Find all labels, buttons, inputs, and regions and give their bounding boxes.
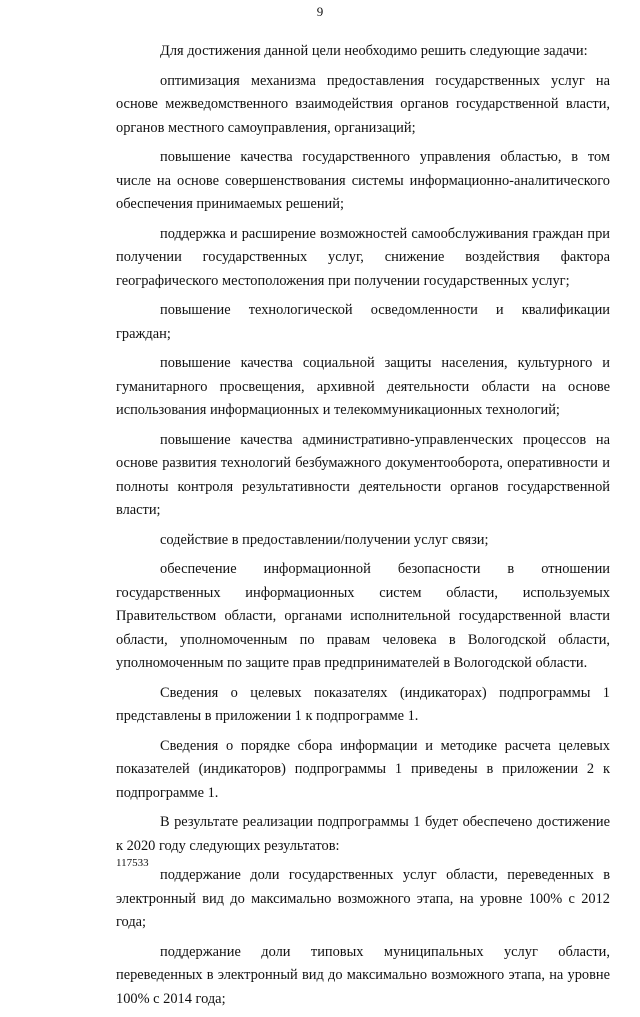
paragraph-task-social-protection: повышение качества социальной защиты населения, культурного и гуманитарного просвещения, архивной деятельности области на основе использования информационных и телекоммуникационных технологий;	[116, 355, 610, 418]
paragraph-task-awareness: повышение технологической осведомленности и квалификации граждан;	[116, 302, 610, 342]
paragraph-methodology: Сведения о порядке сбора информации и методике расчета целевых показателей (индикаторов) подпрограммы 1 приведены в приложении 2 к подпрограмме 1.	[116, 737, 610, 801]
document-code: 117533	[116, 857, 149, 869]
paragraph-result-municipal-services: поддержание доли типовых муниципальных услуг области, переведенных в электронный вид до максимально возможного этапа, на уровне 100% с 2014 года;	[116, 943, 610, 1007]
paragraph-task-self-service: поддержка и расширение возможностей самообслуживания граждан при получении государственных услуг, снижение воздействия фактора географического местоположения при получении государственных услуг;	[116, 225, 610, 289]
paragraph-task-security: обеспечение информационной безопасности в отношении государственных информационных систем области, используемых Правительством области, органами исполнительной государственной власти области, уполномоченным по правам человека в Вологодской области, уполномоченным по защите прав предпринимателей в Вологодской области.	[116, 561, 610, 671]
paragraph-results-intro: В результате реализации подпрограммы 1 будет обеспечено достижение к 2020 году следующих результатов:	[116, 814, 610, 854]
paragraph-task-governance: повышение качества государственного управления областью, в том числе на основе совершенствования системы информационно-аналитического обеспечения принимаемых решений;	[116, 149, 610, 212]
paragraph-indicators: Сведения о целевых показателях (индикаторах) подпрограммы 1 представлены в приложении 1 к подпрограмме 1.	[116, 684, 610, 724]
paragraph-intro: Для достижения данной цели необходимо решить следующие задачи:	[160, 43, 588, 59]
paragraph-task-admin-processes: повышение качества административно-управленческих процессов на основе развития технологий безбумажного документооборота, оперативности и полноты контроля результативности деятельности органов государственной власти;	[116, 431, 610, 518]
paragraph-result-state-services: поддержание доли государственных услуг области, переведенных в электронный вид до максимально возможного этапа, на уровне 100% с 2012 года;	[116, 867, 610, 930]
paragraph-task-optimization: оптимизация механизма предоставления государственных услуг на основе межведомственного взаимодействия органов государственной власти, органов местного самоуправления, организаций;	[116, 72, 610, 136]
page-number: 9	[316, 4, 324, 19]
paragraph-task-communication: содействие в предоставлении/получении услуг связи;	[160, 531, 489, 548]
document-body	[116, 40, 610, 1017]
